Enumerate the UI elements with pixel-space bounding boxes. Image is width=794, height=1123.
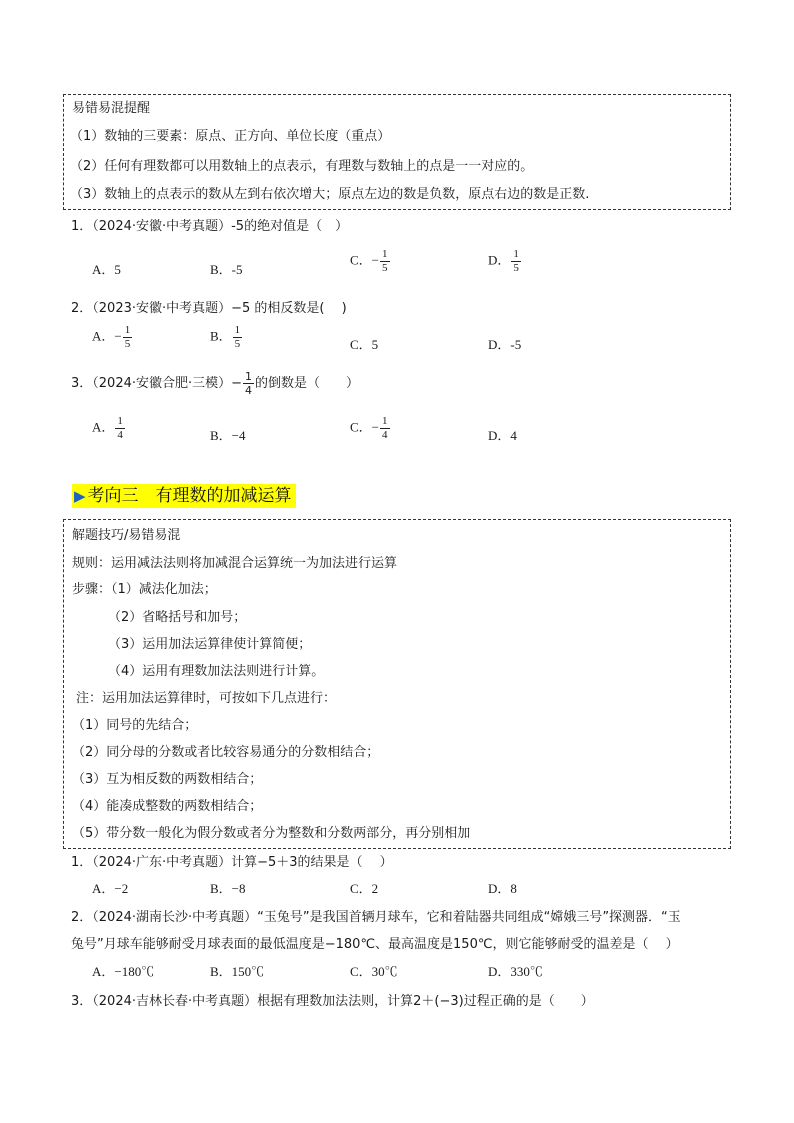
q3-option-b[interactable]: B．−4	[210, 428, 246, 443]
q2-option-b[interactable]: B． $\frac{1}{5}$	[210, 324, 241, 350]
question-2-stem: 2．（2023·安徽·中考真题）−5 的相反数是( )	[71, 301, 347, 316]
q1-option-a[interactable]: A．5	[92, 262, 121, 277]
tip-box	[63, 94, 731, 210]
fraction: $\frac{1}{4}$	[117, 415, 123, 441]
fraction: $\frac{1}{5}$	[382, 248, 388, 274]
q1-option-b[interactable]: B．-5	[210, 262, 243, 277]
q3-option-c[interactable]: C．− $\frac{1}{4}$	[350, 415, 388, 441]
q2-option-c[interactable]: C．5	[350, 337, 379, 352]
method-point-4: （4）能凑成整数的两数相结合；	[72, 799, 263, 814]
q2-option-a[interactable]: A．− $\frac{1}{5}$	[92, 324, 131, 350]
method-point-5: （5）带分数一般化为假分数或者分为整数和分数两部分，再分别相加	[72, 826, 471, 841]
method-rule: 规则：运用减法法则将加减混合运算统一为加法进行运算	[72, 556, 398, 571]
fraction: $\frac{1}{5}$	[234, 324, 241, 350]
tip-line-2: （2）任何有理数都可以用数轴上的点表示，有理数与数轴上的点是一一对应的。	[70, 159, 534, 174]
tip-box-title: 易错易混提醒	[72, 101, 151, 116]
method-step-4: （4）运用有理数加法法则进行计算。	[108, 664, 325, 679]
method-point-3: （3）互为相反数的两数相结合；	[72, 772, 263, 787]
method-box	[63, 519, 731, 849]
section-heading-text: 考向三 有理数的加减运算	[87, 486, 292, 506]
fraction: $\frac{1}{5}$	[124, 324, 131, 350]
method-step-2: （2）省略括号和加号；	[108, 610, 247, 625]
s3-q1-option-d[interactable]: D．8	[488, 881, 517, 896]
q3-option-d[interactable]: D．4	[488, 428, 517, 443]
s3-question-3-stem: 3．（2024·吉林长春·中考真题）根据有理数加法法则，计算2＋(−3)过程正确的是（ ）	[71, 994, 594, 1009]
fraction: $\frac{1}{4}$	[382, 415, 388, 441]
s3-q2-option-d[interactable]: D．330℃	[488, 964, 543, 979]
triangle-marker-icon: ▶	[74, 487, 86, 505]
q2-option-d[interactable]: D．-5	[488, 337, 522, 352]
fraction: $\frac{1}{5}$	[513, 248, 519, 274]
method-step-3: （3）运用加法运算律使计算简便；	[108, 637, 312, 652]
q3-option-a[interactable]: A． $\frac{1}{4}$	[92, 415, 123, 441]
fraction: $\frac{1}{4}$	[245, 370, 253, 397]
tip-line-3: （3）数轴上的点表示的数从左到右依次增大；原点左边的数是负数，原点右边的数是正数.	[70, 187, 590, 202]
s3-q2-option-a[interactable]: A．−180℃	[92, 964, 155, 979]
method-point-1: （1）同号的先结合；	[72, 718, 198, 733]
s3-q1-option-b[interactable]: B．−8	[210, 881, 246, 896]
s3-question-2-stem-line2: 兔号”月球车能够耐受月球表面的最低温度是−180℃、最高温度是150℃，则它能够耐受的温差是（ ）	[71, 937, 679, 952]
s3-q1-option-c[interactable]: C．2	[350, 881, 379, 896]
tip-line-1: （1）数轴的三要素：原点、正方向、单位长度（重点）	[70, 129, 391, 144]
s3-question-2-stem-line1: 2．（2024·湖南长沙·中考真题）“玉兔号”是我国首辆月球车，它和着陆器共同组成“嫦娥三号”探测器．“玉	[71, 910, 681, 925]
method-point-2: （2）同分母的分数或者比较容易通分的分数相结合；	[72, 745, 380, 760]
method-note: 注：运用加法运算律时，可按如下几点进行：	[76, 691, 337, 706]
q1-option-c[interactable]: C．− $\frac{1}{5}$	[350, 248, 388, 274]
method-box-title: 解题技巧/易错易混	[72, 528, 181, 543]
s3-q1-option-a[interactable]: A．−2	[92, 881, 129, 896]
s3-q2-option-c[interactable]: C．30℃	[350, 964, 398, 979]
question-1-stem: 1．（2024·安徽·中考真题）-5的绝对值是（ ）	[71, 219, 349, 234]
q1-option-d[interactable]: D． $\frac{1}{5}$	[488, 248, 519, 274]
s3-q2-option-b[interactable]: B．150℃	[210, 964, 265, 979]
method-steps-label: 步骤：（1）减法化加法；	[72, 582, 217, 597]
question-3-stem: 3．（2024·安徽合肥·三模）− $\frac{1}{4}$ 的倒数是（ ）	[71, 370, 360, 397]
section-heading	[72, 484, 296, 508]
s3-question-1-stem: 1．（2024·广东·中考真题）计算−5＋3的结果是（ ）	[71, 855, 393, 870]
